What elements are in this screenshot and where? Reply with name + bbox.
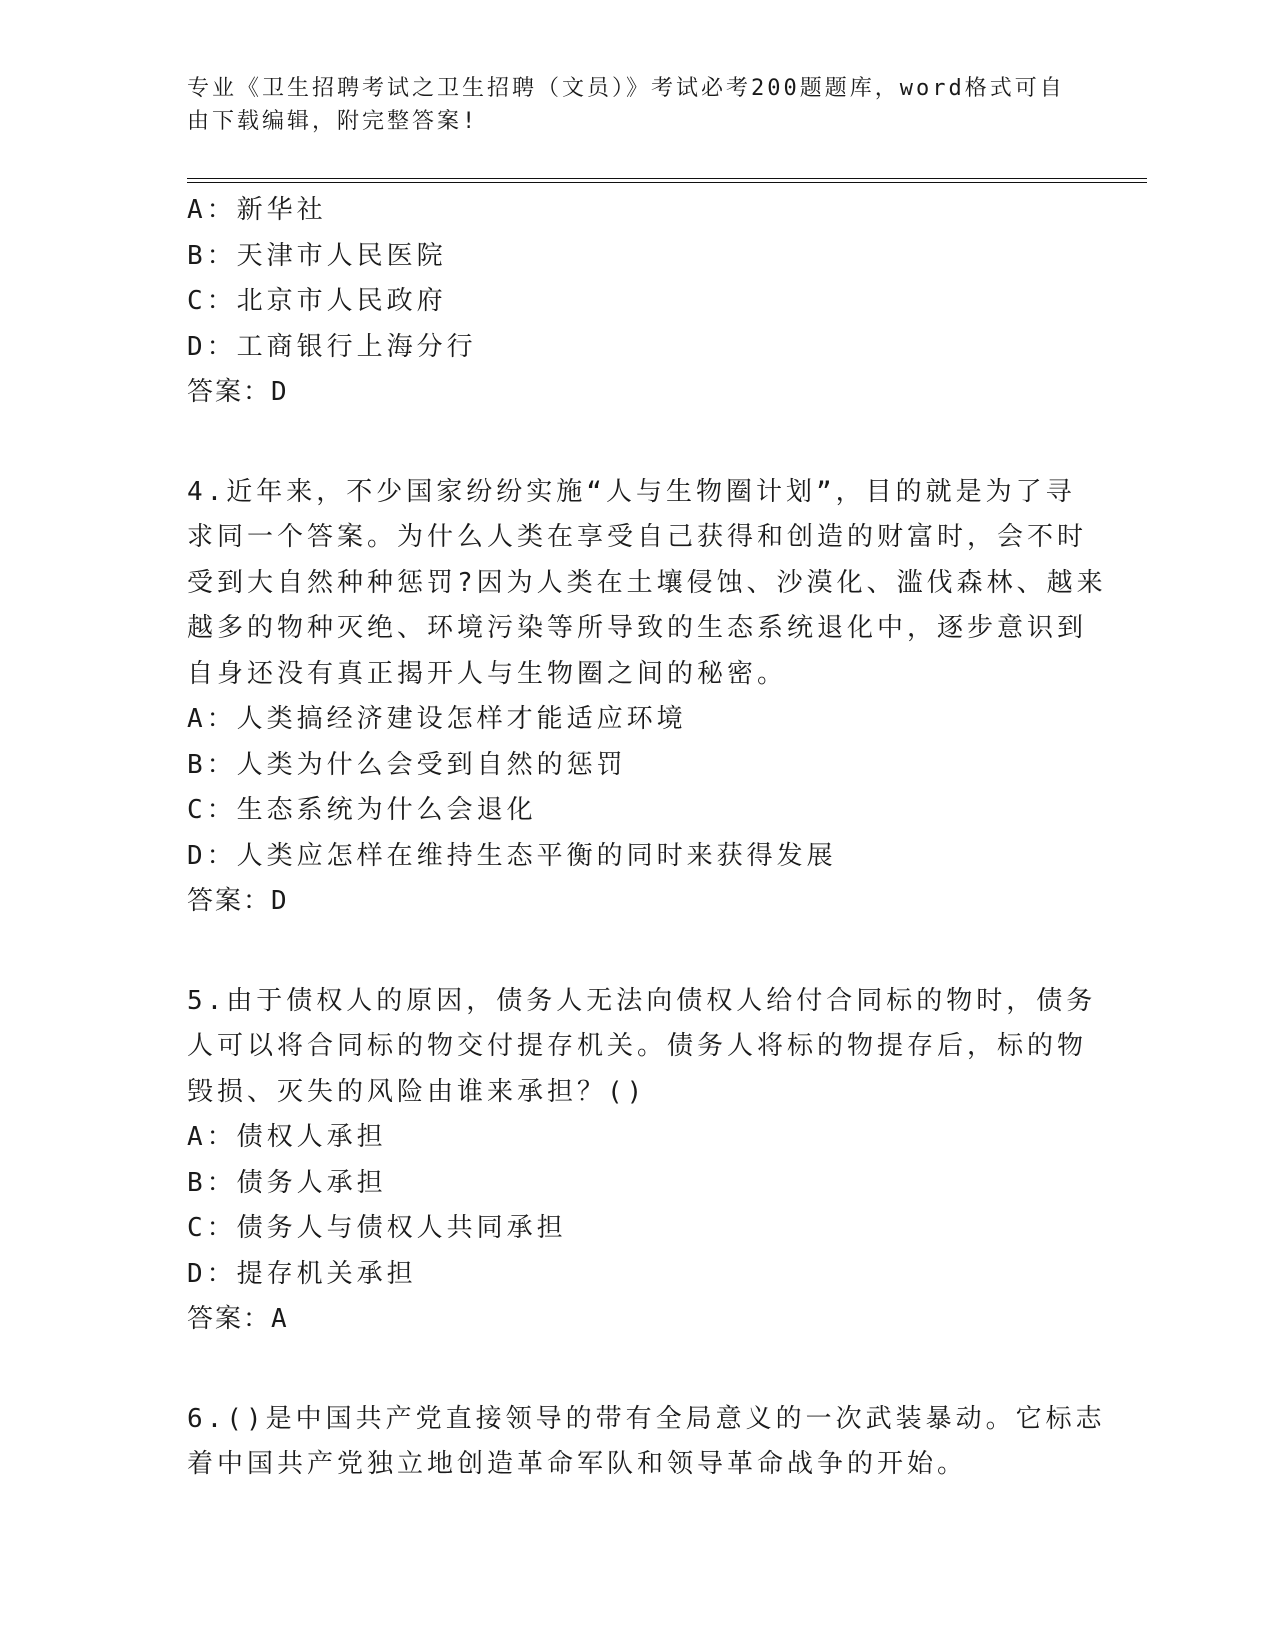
question-stem-line: 6.()是中国共产党直接领导的带有全局意义的一次武装暴动。它标志 [187,1403,1106,1434]
option-c: C：债务人与债权人共同承担 [187,1213,567,1243]
question-stem-line: 求同一个答案。为什么人类在享受自己获得和创造的财富时，会不时 [187,522,1088,552]
option-c: C：生态系统为什么会退化 [187,795,537,825]
header-divider-bottom [187,182,1147,183]
document-header [187,72,1067,138]
option-d: D：提存机关承担 [187,1258,417,1289]
question-stem-line: 4.近年来，不少国家纷纷实施“人与生物圈计划”，目的就是为了寻 [187,476,1076,507]
spacer [187,416,1087,470]
option-a: A：新华社 [187,195,327,225]
option-a: A：债权人承担 [187,1122,387,1152]
spacer [187,1343,1087,1397]
answer-text: 答案：A [187,1304,289,1334]
spacer [187,925,1087,979]
answer-text: 答案：D [187,377,289,407]
question-6 [187,1397,1106,1488]
question-list [187,188,1107,1488]
question-stem-line: 5.由于债权人的原因，债务人无法向债权人给付合同标的物时，债务 [187,985,1097,1016]
question-stem-line: 毁损、灭失的风险由谁来承担？() [187,1076,647,1107]
question-stem-line: 人可以将合同标的物交付提存机关。债务人将标的物提存后，标的物 [187,1031,1088,1061]
question-stem-line: 着中国共产党独立地创造革命军队和领导革命战争的开始。 [187,1449,968,1479]
question-5 [187,979,1097,1343]
option-d: D：人类应怎样在维持生态平衡的同时来获得发展 [187,840,837,871]
header-title-line-1: 专业《卫生招聘考试之卫生招聘（文员）》考试必考200题题库，word格式可自 [187,76,1065,101]
question-stem-line: 越多的物种灭绝、环境污染等所导致的生态系统退化中，逐步意识到 [187,613,1088,643]
option-a: A：人类搞经济建设怎样才能适应环境 [187,704,687,734]
option-b: B：人类为什么会受到自然的惩罚 [187,749,627,780]
header-divider-top [187,178,1147,179]
header-title-line-2: 由下载编辑，附完整答案! [187,109,479,134]
option-b: B：天津市人民医院 [187,240,447,271]
option-c: C：北京市人民政府 [187,286,447,316]
option-b: B：债务人承担 [187,1167,387,1198]
question-4 [187,470,1107,925]
question-stem-line: 受到大自然种种惩罚?因为人类在土壤侵蚀、沙漠化、滥伐森林、越来 [187,567,1107,598]
question-stem-line: 自身还没有真正揭开人与生物圈之间的秘密。 [187,658,788,689]
answer-text: 答案：D [187,886,289,916]
question-3 [187,188,1087,416]
option-d: D：工商银行上海分行 [187,331,477,362]
